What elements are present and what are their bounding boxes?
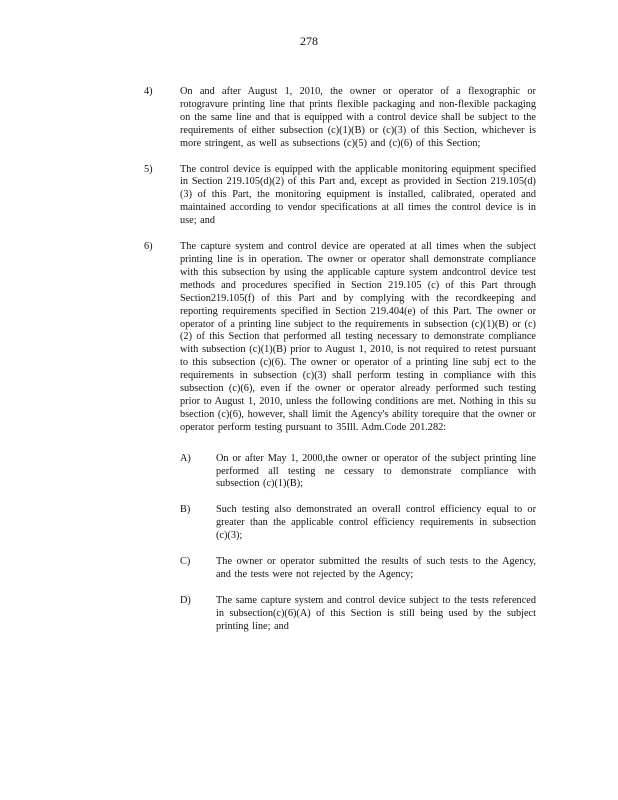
page-number: 278 <box>300 34 318 48</box>
item-text: The capture system and control device are operated at all times when the subject printing line is in operation. The owner or operator shall demonstrate compliance with this subsection by using the applicable capture system andcontrol device test methods and procedures specified in Section 219.105 (c) of this Part through Section219.105(f) of this Part and by complying with the recordkeeping and reporting requirements specified in Section 219.404(e) of this Part. The owner or operator of a printing line subject to the requirements in subsection (c)(1)(B) or (c)(2) of this Section that performed all testing necessary to demonstrate compliance with subsection (c)(1)(B) prior to August 1, 2010, is not required to retest pursuant to this subsection (c)(6). The owner or operator of a printing line subj ect to the requirements in subsection (c)(3) shall perform testing in compliance with this subsection (c)(6), even if the owner or operator already performed such testing prior to August 1, 2010, unless the following conditions are met. Nothing in this su bsection (c)(6), however, shall limit the Agency's ability torequire that the owner or operator perform testing pursuant to 35Ill. Adm.Code 201.282: <box>180 241 536 433</box>
subitem-text: The same capture system and control device subject to the tests referenced in subsection(c)(6)(A) of this Section is still being used by the subject printing line; and <box>216 594 536 632</box>
subitem-label: C) <box>180 556 191 568</box>
subitem-list <box>180 453 536 634</box>
subitem-text: On or after May 1, 2000,the owner or operator of the subject printing line performed all testing ne cessary to demonstrate compliance with subsection (c)(1)(B); <box>216 452 536 490</box>
subitem-label: D) <box>180 594 191 606</box>
item-label: 6) <box>144 241 153 253</box>
subitem-label: B) <box>180 504 191 516</box>
item-text: On and after August 1, 2010, the owner or operator of a flexographic or rotogravure printing line that prints flexible packaging and non-flexible packaging on the same line and that is equipped with a control device shall be subject to the requirements of either subsection (c)(1)(B) or (c)(3) of this Section, whichever is more stringent, as well as subsections (c)(5) and (c)(6) of this Section; <box>180 86 536 149</box>
list-item-4 <box>144 86 536 151</box>
document-body <box>144 86 536 647</box>
list-item-6 <box>144 241 536 435</box>
subitem-text: Such testing also demonstrated an overall control efficiency equal to or greater than the applicable control efficiency requirements in subsection (c)(3); <box>216 504 536 542</box>
subitem-text: The owner or operator submitted the results of such tests to the Agency, and the tests were not rejected by the Agency; <box>216 556 536 580</box>
subitem-d <box>180 595 536 634</box>
item-label: 5) <box>144 163 153 175</box>
subitem-b <box>180 504 536 543</box>
subitem-c <box>180 556 536 582</box>
item-label: 4) <box>144 86 153 97</box>
subitem-label: A) <box>180 452 191 464</box>
list-item-5 <box>144 164 536 229</box>
subitem-a <box>180 453 536 492</box>
item-text: The control device is equipped with the applicable monitoring equipment specified in Section 219.105(d)(2) of this Part and, except as provided in Section 219.105(d)(3) of this Part, the monitoring equipment is installed, calibrated, operated and maintained according to vendor specifications at all times the control device is in use; and <box>180 163 536 227</box>
